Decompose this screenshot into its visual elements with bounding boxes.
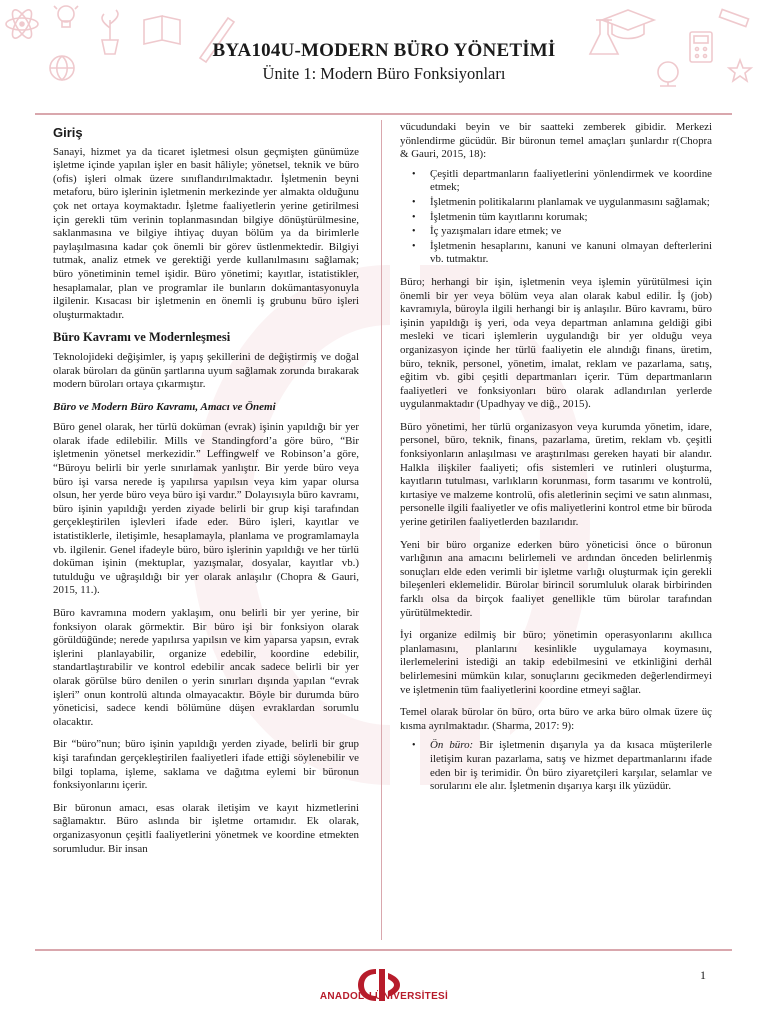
bullet-icon: • bbox=[412, 740, 416, 752]
ruler-icon bbox=[719, 9, 748, 26]
paragraph: Büro; herhangi bir işin, işletmenin veya işlemin yürütülmesi için önemli bir yer veya bölüm veya alan olarak kabul edilir. İş (job) kavramıyla, büroyla ilgili herhangi bir iş anlaşılır. Büro kavramı, büro işinin yapıldığı iş yeri, oda veya departman anlamına geldiği gibi mesleki ve ticari işlemlerin uygulandığı bir yer olduğu veya organizasyon içinde her türlü faaliyetin ele alındığı finans, üretim, büro, teknik, personel, yönetim, imalat, reklam ve pazarlama, satış, eğitim vb. gibi çeşitli departmanları içerir. Tüm departmanların faaliyetleri ve fonksiyonları büro olarak adlandırılan yerlerde uygulanmaktadır (Upadhyay ve diğ., 2015). bbox=[400, 275, 712, 411]
heading-giris: Giriş bbox=[53, 125, 83, 140]
anadolu-logo-icon bbox=[346, 955, 422, 1015]
list-item: • İç yazışmaları idare etmek; ve bbox=[412, 225, 562, 238]
paragraph: Bir büronun amacı, esas olarak iletişim ve kayıt hizmetlerini sağlamaktır. Büro aslında bir işletme ortamıdır. Ek olarak, organizasyonun çeşitli faaliyetlerini yönetmek ve koordine etmekten sorumludur. Bir insan bbox=[53, 801, 359, 855]
paragraph: İyi organize edilmiş bir büro; yönetimin operasyonlarını akıllıca planlamasını, planlarını kesinlikle uygulamaya koymasını, ilerlemelerini istediği an takip edebilmesini ve etkinliğini derhâl belirlemesini mümkün kılar, sonuçlarını gecikmeden değerlendirmeyi ve işletmenin tüm faaliyetlerini koordine etmeyi sağlar. bbox=[400, 629, 712, 696]
list-item: • Çeşitli departmanların faaliyetlerini yönlendirmek ve koordine etmek; bbox=[412, 167, 712, 194]
unit-title: Ünite 1: Modern Büro Fonksiyonları bbox=[262, 64, 506, 83]
atom-icon bbox=[6, 7, 38, 41]
on-buro-label: Ön büro: bbox=[430, 739, 474, 752]
list-item: • İşletmenin tüm kayıtlarını korumak; bbox=[412, 210, 588, 223]
paragraph: Teknolojideki değişimler, iş yapış şekillerini de değiştirmiş ve doğal olarak büroları da günün şartlarına uyum sağlamak zorunda bırakarak modern büroları ortaya çıkarmıştır. bbox=[53, 350, 359, 391]
bullet-icon: • bbox=[412, 211, 416, 223]
page-header bbox=[0, 40, 768, 84]
left-column bbox=[53, 126, 359, 856]
paragraph: Büro kavramına modern yaklaşım, onu belirli bir yer yerine, bir fonksiyon olarak görmektir. Bir büro işi bir fonksiyon olarak görüldüğünde; nerede yapılırsa yapılsın ve kim yaparsa yapsın, evrak işlerini planlayabilir, organize edebilir, koordine edebilir, standartlaştırabilir ve kontrol edebilir ancak sadece belirli bir yer olarak görülse büro denilen o yerin sınırları dışında yapılan “evrak işleri” onun kontrolü altında olmayacaktır. Böyle bir durumda büro yöneticisi, sadece kendi bölümüne düşen evraklardan sorumlu olacaktır. bbox=[53, 607, 359, 728]
paragraph: Bir “büro”nun; büro işinin yapıldığı yerden ziyade, belirli bir grup kişi tarafından gerçekleştirilen faaliyetleri ifade ettiği söylenebilir ve bilgi toplama, işleme, saklama ve dağıtma eylemi bir büronun fonksiyonlarını içerir. bbox=[53, 738, 359, 792]
aims-list bbox=[400, 168, 712, 267]
right-column bbox=[400, 121, 712, 803]
page-number: 1 bbox=[700, 968, 706, 982]
lightbulb-icon bbox=[54, 6, 78, 27]
course-title: BYA104U-MODERN BÜRO YÖNETİMİ bbox=[212, 40, 556, 61]
paragraph: Büro genel olarak, her türlü doküman (evrak) işinin yapıldığı bir yer olarak ifade edilebilir. Mills ve Standingford’a göre büro, “Bir işletmenin yönetsel merkezidir.” Leffingwelf ve Robinson’a göre, “Büroyu belirli bir yerle sınırlamak yanlıştır. Bir yerde büro veya büro işi varsa nerede iş yapılırsa yapılsın veya kim yapar olursa olsun, her yerde büro veya büro işi vardır.” Dolayısıyla büro kavramı, büro işinin yapıldığı yerden ziyade belirli bir grup kişi tarafından gerçekleştirilen işlevleri ifade eder. Büro işleri, kayıtlar ve istatistiklerle, iletişimle, hesaplamayla, planlama ve programlamayla vb. ilgilenir. Genel ifadeyle büro, büro işlerinin yapıldığı ve her türlü doküman işinin (mektuplar, yazışmalar, dosyalar, kayıtlar vb.) tutulduğu ve uğraşıldığı bir yer olarak anlaşılır (Chopra & Gauri, 2015, 11.). bbox=[53, 421, 359, 597]
university-name: ANADOLU ÜNİVERSİTESİ bbox=[319, 991, 449, 1002]
paragraph: vücudundaki beyin ve bir saatteki zemberek gibidir. Merkezi yönlendirme gücüdür. Bir büronun temel amaçları şunlardır r(Chopra & Gauri, 2015, 18): bbox=[400, 121, 712, 161]
paragraph: Yeni bir büro organize ederken büro yöneticisi önce o büronun varlığının ana amacını belirlemeli ve ardından önceden belirlenmiş sonuçları elde eden verimli bir işletme varlığı oluşturmak için gerekli bileşenleri eklemelidir. Bürolar birincil sorumluluk olarak birbirinden farklı olsa da birçok faaliyet genellikle tüm bürolar tarafından yürütülmektedir. bbox=[400, 538, 712, 619]
paragraph: Büro yönetimi, her türlü organizasyon veya kurumda yönetim, idare, personel, büro, teknik, finans, pazarlama, üretim, reklam vb. çeşitli fonksiyonların anlaşılması ve araştırılması gereken hayati bir alandır. Halkla ilişkiler faaliyeti; ofis sistemleri ve rutinleri oluşturma, kayıtların tutulması, varlıkların korunması, form tasarımı ve kontrolü, kırtasiye ve malzeme kontrolü, ofis aletlerinin seçimi ve satın alınması, personelle ilgili faaliyetler ve ofis maliyetlerini kontrol etme bir büroda yerine getirilen faaliyetlerden bazılarıdır. bbox=[400, 420, 712, 529]
list-item: • İşletmenin hesaplarını, kanuni ve kanuni olmayan defterlerini vb. tutmaktır. bbox=[412, 239, 712, 266]
list-item: • İşletmenin politikalarını planlamak ve uygulanmasını sağlamak; bbox=[412, 195, 710, 208]
graduation-cap-icon bbox=[602, 10, 654, 39]
bullet-icon: • bbox=[412, 240, 416, 252]
subheading-modern-buro: Büro ve Modern Büro Kavramı, Amacı ve Önemi bbox=[53, 400, 276, 413]
paragraph: Temel olarak bürolar ön büro, orta büro ve arka büro olmak üzere üç kısma ayrılmaktadır. (Sharma, 2017: 9): bbox=[400, 706, 712, 732]
buro-types-list bbox=[400, 739, 712, 793]
paragraph: Sanayi, hizmet ya da ticaret işletmesi olsun geçmişten günümüze işletme içinde yapılan işler en basit hâliyle; yönetsel, teknik ve büro (ofis) işleri olmak üzere sınıflandırılmaktadır. İşletmenin beyni metaforu, büro işlerinin işletmenin merkezinde yer almakta olduğunu çok net ortaya koymaktadır. İşletme faaliyetlerin yerine getirilmesi için gerekli tüm verinin toplanmasından bilgiye dönüştürülmesine, saklanmasına ve bilgiye ihtiyaç duyan bölüm ya da birimlerle paylaşılmasına kadar çok önemli bir görev üstlenmektedir. Bilgiyi tutmak, analiz etmek ve gerektiği yerde kullanılmasını sağlamak; büro yönetiminin temel işidir. Büro yönetimi; kayıtlar, istatistikler, hesaplamalar, plan ve programlar ile bunların dokümantasyonuyla ilgilenir. Kısacası bir işletmenin en önemli iş grubunu büro işleri oluşturmaktadır. bbox=[53, 145, 359, 321]
bullet-icon: • bbox=[412, 196, 416, 208]
column-divider bbox=[381, 120, 382, 940]
heading-buro-kavrami: Büro Kavramı ve Modernleşmesi bbox=[53, 330, 231, 345]
list-item: • Ön büro: Bir işletmenin dışarıyla ya da kısaca müşterilerle iletişim kuran pazarlama, satış ve hizmet departmanlarını ifade eden bir iş terimidir. Ön büro ziyaretçileri karşılar, selamlar ve sorularını ele alır. İşletmenin dışarıya karşı ilk yüzüdür. bbox=[412, 739, 712, 793]
bullet-icon: • bbox=[412, 168, 416, 180]
bullet-icon: • bbox=[412, 226, 416, 238]
